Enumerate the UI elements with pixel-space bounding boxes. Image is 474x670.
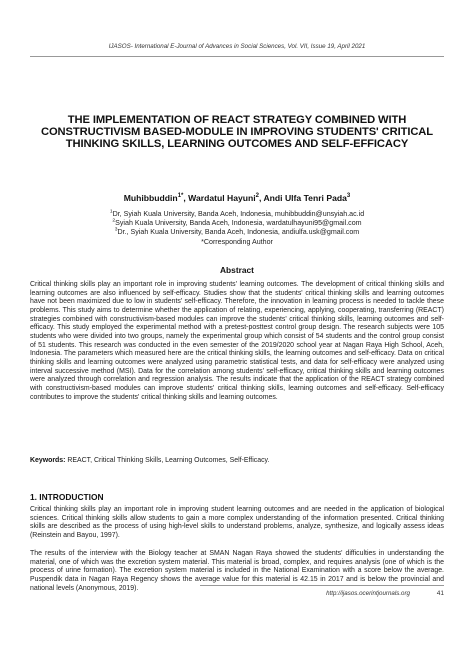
affiliation-superscript: 3: [114, 228, 118, 234]
author-separator: ,: [183, 193, 189, 203]
section-heading: 1. INTRODUCTION: [30, 492, 104, 502]
author-superscript: 2: [255, 193, 259, 200]
affiliation-line: [30, 228, 444, 237]
keywords-line: [30, 457, 444, 466]
author-separator: ,: [259, 193, 264, 203]
journal-header: IJASOS- International E-Journal of Advances in Social Sciences, Vol. VII, Issue 19, April 2021: [108, 43, 366, 50]
author-list: [30, 193, 444, 203]
footer-link[interactable]: http://ijasos.ocerintjournals.org: [326, 590, 410, 597]
keywords-label: Keywords:: [30, 457, 66, 464]
affiliation-text: Syiah Kuala University, Banda Aceh, Indonesia, wardatulhayuni95@gmail.com: [115, 219, 362, 228]
keywords-text: REACT, Critical Thinking Skills, Learning Outcomes, Self-Efficacy.: [65, 457, 270, 464]
author-superscript: 3: [346, 193, 351, 200]
intro-paragraph: The results of the interview with the Biology teacher at SMAN Nagan Raya showed the students' difficulties in understanding the material, one of which was the excretion system material. This material is broad, complex, and requires analysis (one of which is the process of urine formation). The excretion system material is included in the National Examination with a score below the average. Puspendik data in Nagan Raya Regency shows the average value for this material is 42.15 in 2017 and is below the provincial and national levels (Anonymous, 2019).: [30, 550, 444, 592]
affiliations: [30, 210, 444, 247]
page-number: 41: [436, 590, 444, 597]
abstract-heading: Abstract: [220, 265, 254, 275]
affiliation-text: Dr, Syiah Kuala University, Banda Aceh, Indonesia, muhibbuddin@unsyiah.ac.id: [112, 210, 365, 218]
header-divider: [30, 56, 444, 57]
paper-title: THE IMPLEMENTATION OF REACT STRATEGY COMBINED WITH CONSTRUCTIVISM BASED-MODULE IN IMPROVING STUDENTS' CRITICAL THINKING SKILLS, LEARNING OUTCOMES AND SELF-EFFICACY: [40, 114, 434, 151]
author-name: Andi Ulfa Tenri Pada: [263, 193, 347, 203]
affiliation-superscript: 2: [112, 218, 116, 224]
footer-divider: [200, 585, 444, 586]
affiliation-superscript: 1: [109, 209, 113, 215]
author-superscript: 1*: [177, 193, 184, 200]
abstract-body: Critical thinking skills play an important role in improving students' learning outcomes. The development of critical thinking skills and learning outcomes are also influenced by self-efficacy. Studies show that the students' critical thinking skills and learning outcomes have not been maximized due to low in students' self-efficacy. Therefore, the innovation in learning process is needed to tackle these problems. This study aims to determine whether the application of relating, experiencing, applying, cooperating, transferring (REACT) strategies combined with constructivism-based modules can improve the students' critical thinking skills, learning outcomes and self-efficacy. This study employed the experimental method with a pretest-posttest control group design. The research subjects were 105 students who were divided into two groups, namely the experimental group which consist of 54 students and the control group consist of 51 students. This research was conducted in the even semester of the 2019/2020 school year at Nagan Raya High School, Aceh, Indonesia. The parameters which measured here are the critical thinking skills, the learning outcomes and self-efficacy. Data on critical thinking skills and learning outcomes were analyzed using parametric statistical tests, and data for self-efficacy were analyzed using interval successive method (MSI). Data for the correlation among students' self-efficacy, critical thinking skills and learning outcomes were analyzed through correlation and regression analysis. The results indicate that the application of the REACT strategy combined with constructivism-based modules can improve students' critical thinking skills, learning outcomes and self-efficacy. Self-efficacy contributes to improve the students' critical thinking skills and learning outcomes.: [30, 281, 444, 401]
author-name: Wardatul Hayuni: [188, 193, 256, 203]
intro-paragraph: Critical thinking skills play an important role in improving student learning outcomes and are needed in the application of biological sciences. Critical thinking skills allow students to gain a more complex understanding of the information presented. Critical thinking skills are described as the process of using high-level skills to understand problems, analyze, synthesize, and logically assess ideas (Reinstein and Bayou, 1997).: [30, 506, 444, 539]
affiliation-text: Dr., Syiah Kuala University, Banda Aceh, Indonesia, andiulfa.usk@gmail.com: [117, 228, 360, 237]
author-name: Muhibbuddin: [123, 193, 178, 203]
affiliation-line: [30, 210, 444, 219]
corresponding-author-note: *Corresponding Author: [201, 237, 273, 246]
